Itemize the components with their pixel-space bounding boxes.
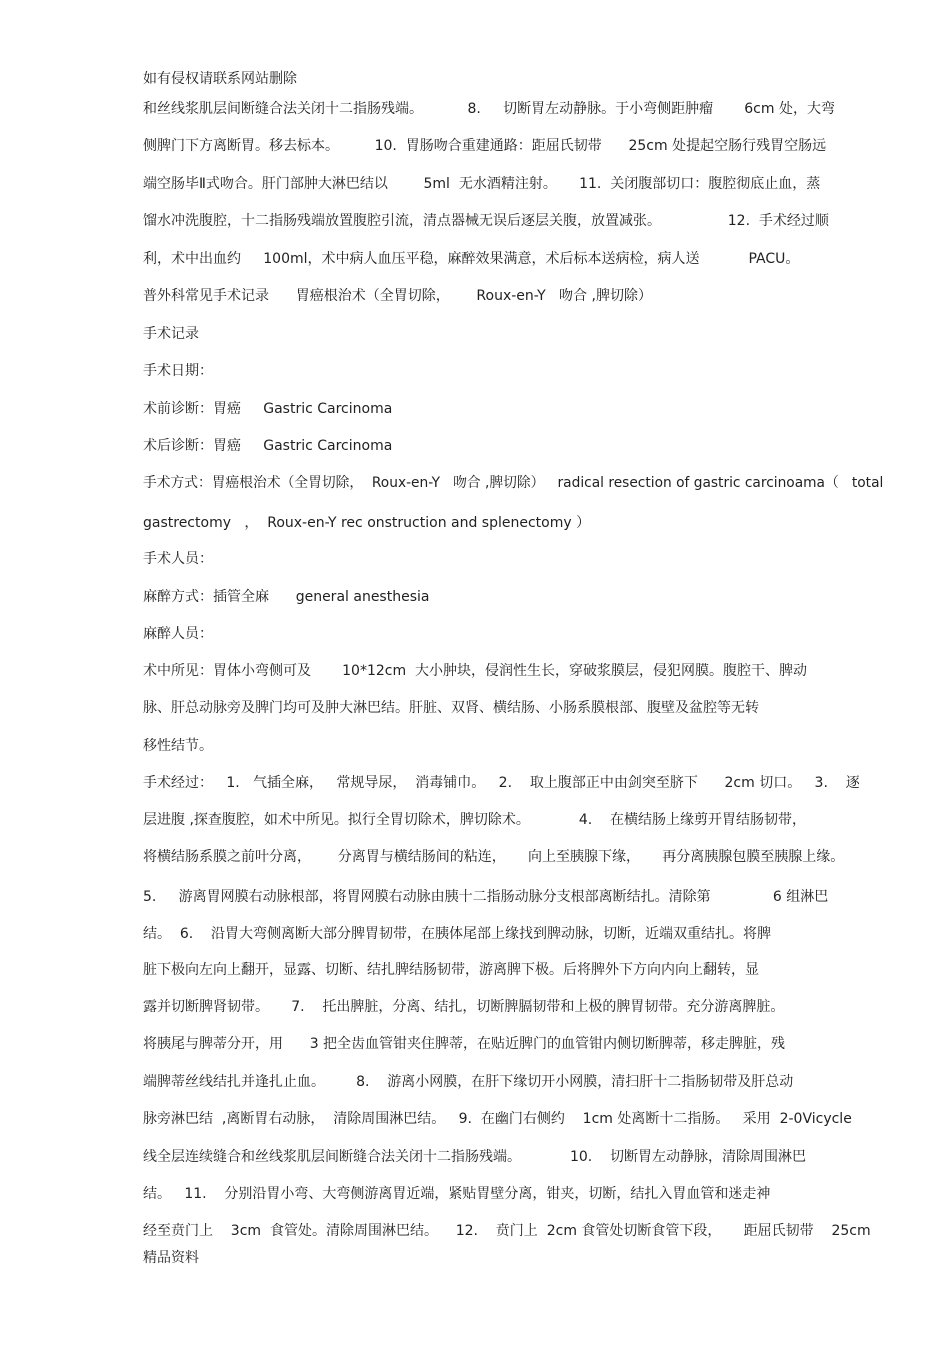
text-line: 脉旁淋巴结 ,离断胃右动脉， 清除周围淋巴结。 9. 在幽门右侧约 1cm 处离断十二指肠。 采用 2-0Vicycle <box>143 1111 852 1127</box>
text-line: 结。 11. 分别沿胃小弯、大弯侧游离胃近端，紧贴胃壁分离，钳夹，切断，结扎入胃血管和迷走神 <box>143 1186 771 1202</box>
text-line: 麻醉人员： <box>143 626 213 642</box>
text-line: 脉、肝总动脉旁及脾门均可及肿大淋巴结。肝脏、双肾、横结肠、小肠系膜根部、腹壁及盆腔等无转 <box>143 700 759 716</box>
text-line: 和丝线浆肌层间断缝合法关闭十二指肠残端。 8. 切断胃左动静脉。于小弯侧距肿瘤 6cm 处，大弯 <box>143 101 835 117</box>
text-line: 端脾蒂丝线结扎并逢扎止血。 8. 游离小网膜，在肝下缘切开小网膜，清扫肝十二指肠韧带及肝总动 <box>143 1074 794 1090</box>
text-line: 普外科常见手术记录 胃癌根治术（全胃切除， Roux-en-Y 吻合 ,脾切除） <box>143 288 652 304</box>
text-line: 术后诊断：胃癌 Gastric Carcinoma <box>143 438 393 454</box>
text-line: 利，术中出血约 100ml，术中病人血压平稳，麻醉效果满意，术后标本送病检，病人送 PACU。 <box>143 251 800 267</box>
text-line: 线全层连续缝合和丝线浆肌层间断缝合法关闭十二指肠残端。 10. 切断胃左动静脉，清除周围淋巴 <box>143 1149 807 1165</box>
text-line: 麻醉方式：插管全麻 general anesthesia <box>143 589 430 605</box>
text-line: 层进腹 ,探查腹腔，如术中所见。拟行全胃切除术，脾切除术。 4. 在横结肠上缘剪开胃结肠韧带， <box>143 812 807 828</box>
text-line: gastrectomy ， Roux-en-Y rec onstruction and splenectomy ） <box>143 515 591 531</box>
text-line: 结。 6. 沿胃大弯侧离断大部分脾胃韧带，在胰体尾部上缘找到脾动脉，切断，近端双重结扎。将脾 <box>143 926 772 942</box>
text-line: 术前诊断：胃癌 Gastric Carcinoma <box>143 401 393 417</box>
page-footer: 精品资料 <box>143 1250 199 1266</box>
page-header: 如有侵权请联系网站删除 <box>143 71 297 87</box>
text-line: 手术人员： <box>143 551 213 567</box>
text-line: 手术经过： 1. 气插全麻， 常规导尿， 消毒铺巾。 2. 取上腹部正中由剑突至脐下 2cm 切口。 3. 逐 <box>143 775 860 791</box>
text-line: 侧脾门下方离断胃。移去标本。 10. 胃肠吻合重建通路：距屈氏韧带 25cm 处提起空肠行残胃空肠远 <box>143 138 827 154</box>
text-line: 将横结肠系膜之前叶分离， 分离胃与横结肠间的粘连， 向上至胰腺下缘， 再分离胰腺包膜至胰腺上缘。 <box>143 849 845 865</box>
text-line: 馏水冲洗腹腔，十二指肠残端放置腹腔引流，清点器械无误后逐层关腹，放置减张。 12. 手术经过顺 <box>143 213 829 229</box>
text-line: 手术日期： <box>143 363 213 379</box>
text-line: 5. 游离胃网膜右动脉根部，将胃网膜右动脉由胰十二指肠动脉分支根部离断结扎。清除第 6 组淋巴 <box>143 889 829 905</box>
text-line: 手术方式：胃癌根治术（全胃切除， Roux-en-Y 吻合 ,脾切除） radical resection of gastric carcinoama（ total <box>143 475 884 491</box>
text-line: 端空肠毕Ⅱ式吻合。肝门部肿大淋巴结以 5ml 无水酒精注射。 11. 关闭腹部切口：腹腔彻底止血，蒸 <box>143 176 821 192</box>
text-line: 脏下极向左向上翻开，显露、切断、结扎脾结肠韧带，游离脾下极。后将脾外下方向内向上翻转，显 <box>143 962 759 978</box>
text-line: 术中所见：胃体小弯侧可及 10*12cm 大小肿块，侵润性生长，穿破浆膜层，侵犯网膜。腹腔干、脾动 <box>143 663 808 679</box>
text-line: 移性结节。 <box>143 738 213 754</box>
text-line: 手术记录 <box>143 326 199 342</box>
text-line: 露并切断脾肾韧带。 7. 托出脾脏，分离、结扎，切断脾膈韧带和上极的脾胃韧带。充分游离脾脏。 <box>143 999 785 1015</box>
text-line: 将胰尾与脾蒂分开，用 3 把全齿血管钳夹住脾蒂，在贴近脾门的血管钳内侧切断脾蒂，移走脾脏，残 <box>143 1036 786 1052</box>
text-line: 经至贲门上 3cm 食管处。清除周围淋巴结。 12. 贲门上 2cm 食管处切断食管下段， 距屈氏韧带 25cm <box>143 1223 871 1239</box>
